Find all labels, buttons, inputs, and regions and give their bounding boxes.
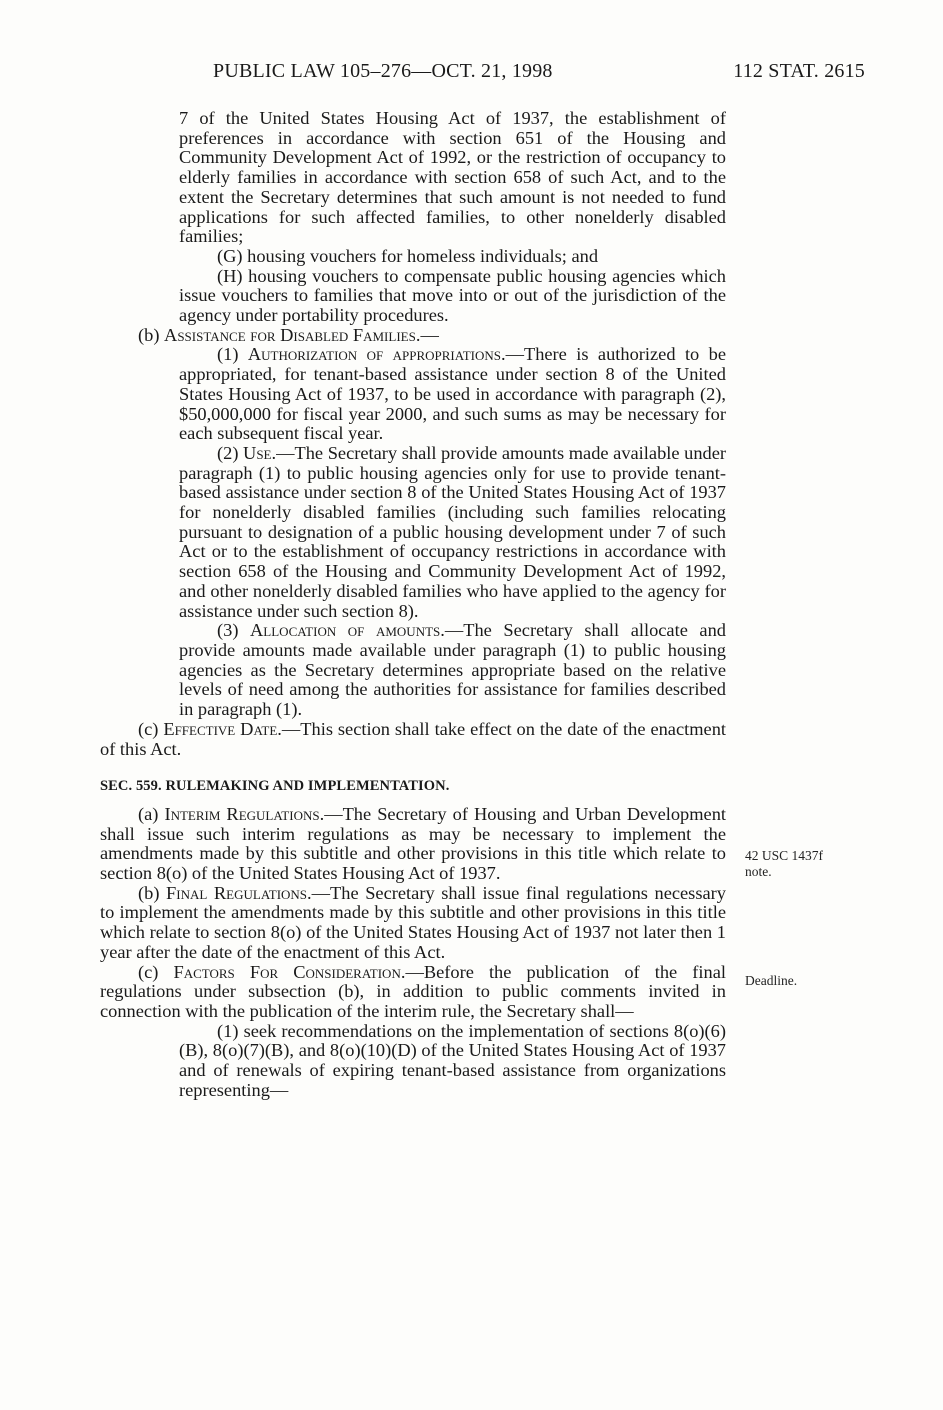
sec559-subsection-a: (a) Interim Regulations.—The Secretary of Housing and Urban Development shall issue such interim regulations as may be necessary to implement the amendments made by this subtitle and other provisions in this title which relate to section 8(o) of the United States Housing Act of 1937. [100, 803, 727, 884]
section-559-heading: SEC. 559. RULEMAKING AND IMPLEMENTATION. [100, 778, 450, 795]
header-law-citation: PUBLIC LAW 105–276—OCT. 21, 1998 [213, 60, 553, 82]
subsection-c: (c) Effective Date.—This section shall take effect on the date of the enactment of this Act. [100, 718, 727, 759]
sec559-subsection-b: (b) Final Regulations.—The Secretary shall issue final regulations necessary to implement the amendments made by this subtitle and other provisions in this title which relate to section 8(o) of the United States Housing Act of 1937 not later then 1 year after the date of the enactment of this Act. [100, 882, 726, 962]
margin-note-usc: 42 USC 1437f note. [745, 848, 824, 879]
paragraph-h: (H) housing vouchers to compensate public housing agencies which issue vouchers to families that move into or out of the jurisdiction of the agency under portability procedures. [179, 265, 726, 326]
paragraph-continuation: 7 of the United States Housing Act of 1937, the establishment of preferences in accordance with section 651 of the Housing and Community Development Act of 1992, or the restriction of occupancy to elderly families in accordance with section 658 of such Act, and to the extent the Secretary determines that such amount is not needed to fund applications for such affected families, to other nonelderly disabled families; [179, 108, 726, 247]
paragraph-b3: (3) Allocation of amounts.—The Secretary shall allocate and provide amounts made available under paragraph (1) to public housing agencies as the Secretary determines appropriate based on the relative levels of need among the authorities for assistance for families described in paragraph (1). [179, 620, 726, 720]
sec559-a-title: Interim Regulations. [164, 803, 325, 824]
subsection-c-title: Effective Date. [163, 718, 282, 739]
subsection-b-title: Assistance for Disabled Families. [164, 324, 421, 345]
sec559-c-paragraph-1: (1) seek recommendations on the implementation of sections 8(o)(6)(B), 8(o)(7)(B), and 8(o)(10)(D) of the United States Housing Act of 1937 and of renewals of expiring tenant-based assistance from organizations representing— [179, 1020, 726, 1100]
sec559-b-title: Final Regulations. [166, 882, 312, 903]
subsection-b-heading: (b) Assistance for Disabled Families.— [138, 324, 439, 345]
paragraph-b3-title: Allocation of amounts. [250, 620, 445, 641]
sec559-subsection-c: (c) Factors For Consideration.—Before the publication of the final regulations under subsection (b), in addition to public comments invited in connection with the publication of the interim rule, the Secretary shall— [100, 961, 726, 1021]
body-text [100, 109, 726, 1100]
paragraph-g: (G) housing vouchers for homeless individuals; and [217, 245, 599, 266]
sec559-c-title: Factors For Consideration. [173, 961, 406, 982]
paragraph-b2: (2) Use.—The Secretary shall provide amounts made available under paragraph (1) to public housing agencies only for use to provide tenant-based assistance under section 8 of the United States Housing Act of 1937 for nonelderly disabled families (including such families relocating pursuant to designation of a public housing development under 7 of such Act or to the establishment of occupancy restrictions in accordance with section 658 of the Housing and Community Development Act of 1992, and other nonelderly disabled families who have applied to the agency for assistance under such section 8). [179, 442, 727, 621]
paragraph-b1-title: Authorization of appropriations. [247, 344, 506, 365]
header-stat-page: 112 STAT. 2615 [733, 60, 865, 82]
paragraph-b2-title: Use. [243, 442, 277, 463]
paragraph-b1: (1) Authorization of appropriations.—There is authorized to be appropriated, for tenant-based assistance under section 8 of the United States Housing Act of 1937, to be used in accordance with paragraph (2), $50,000,000 for fiscal year 2000, and such sums as may be necessary for each subsequent fiscal year. [179, 344, 727, 444]
margin-note-deadline: Deadline. [745, 973, 798, 988]
